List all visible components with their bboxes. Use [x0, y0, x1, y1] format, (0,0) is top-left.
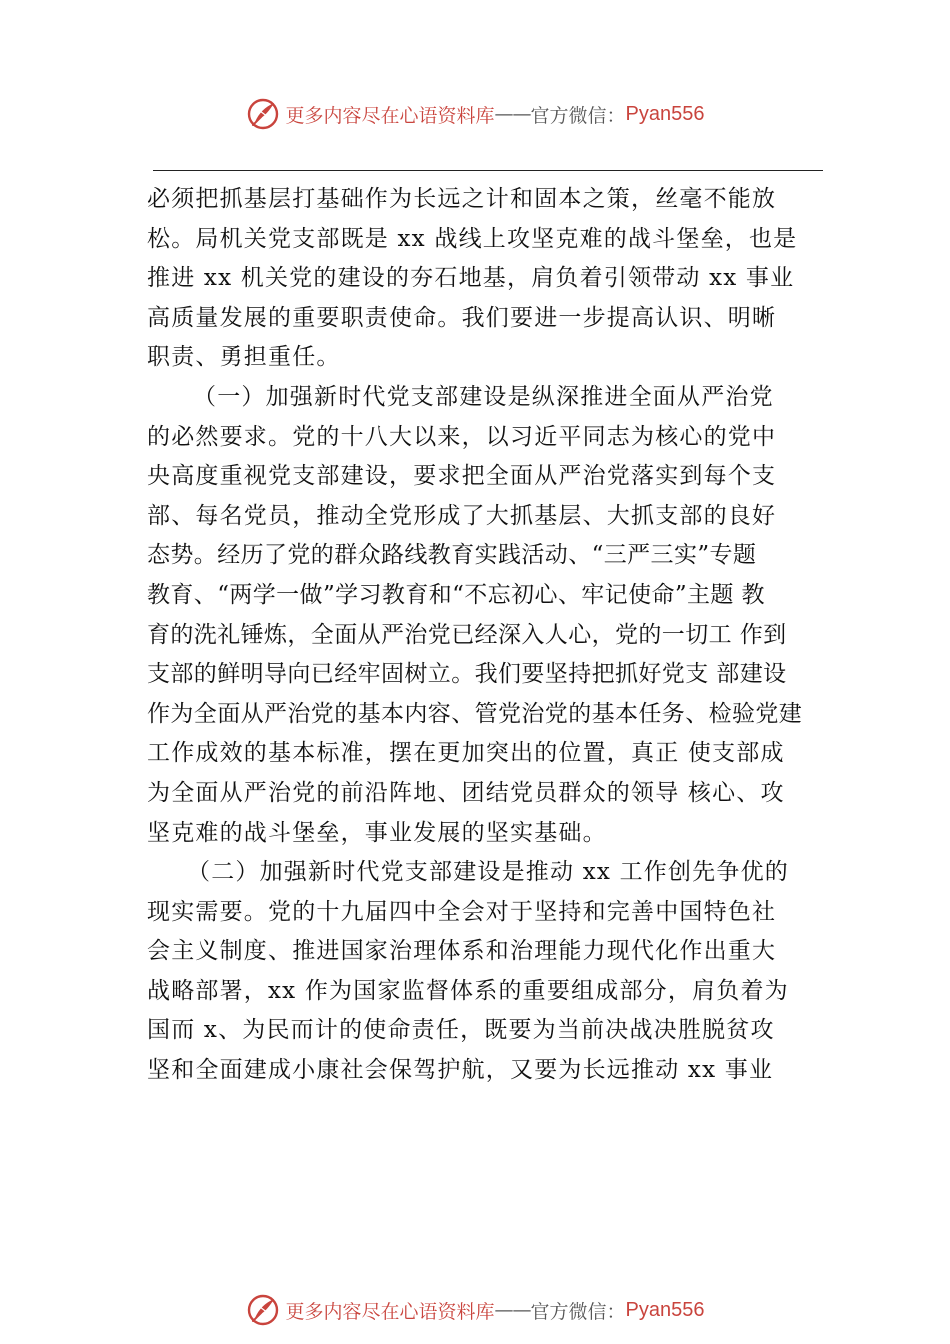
body-line: 坚和全面建成小康社会保驾护航，又要为长远推动 xx 事业 [147, 1057, 774, 1084]
section-heading-2: （二）加强新时代党支部建设是推动 xx 工作创先争优的 [187, 859, 789, 886]
quill-feather-logo-icon [246, 97, 280, 131]
body-line: 教育、“两学一做”学习教育和“不忘初心、牢记使命”主题 教 [147, 581, 765, 608]
body-line: 的必然要求。党的十八大以来，以习近平同志为核心的党中 [147, 423, 777, 450]
body-line: 坚克难的战斗堡垒，事业发展的坚实基础。 [147, 819, 607, 846]
header-site-text: 更多内容尽在心语资料库 [285, 104, 495, 127]
body-line: 战略部署，xx 作为国家监督体系的重要组成部分，肩负着为 [147, 977, 789, 1004]
header-wechat-id: Pyan556 [625, 102, 705, 125]
body-line: 央高度重视党支部建设，要求把全面从严治党落实到每个支 [147, 463, 777, 490]
header-banner [0, 94, 950, 134]
body-line: 高质量发展的重要职责使命。我们要进一步提高认识、明晰 [147, 304, 777, 331]
header-dash: —— [494, 103, 531, 125]
footer-dash: —— [494, 1299, 531, 1321]
body-line: 推进 xx 机关党的建设的夯石地基，肩负着引领带动 xx 事业 [147, 265, 795, 292]
body-line: 现实需要。党的十九届四中全会对于坚持和完善中国特色社 [147, 898, 777, 925]
footer-site-text: 更多内容尽在心语资料库 [285, 1300, 495, 1323]
body-line: 态势。经历了党的群众路线教育实践活动、“三严三实”专题 [147, 542, 757, 569]
document-body [147, 180, 837, 1091]
section-heading-1: （一）加强新时代党支部建设是纵深推进全面从严治党 [193, 383, 774, 410]
body-line: 职责、勇担重任。 [147, 344, 341, 371]
body-line: 作为全面从严治党的基本内容、管党治党的基本任务、检验党建 [147, 700, 803, 727]
header-wechat-label: 官方微信： [530, 104, 626, 127]
body-line: 支部的鲜明导向已经牢固树立。我们要坚持把抓好党支 部建设 [147, 661, 787, 688]
body-line: 育的洗礼锤炼，全面从严治党已经深入人心，党的一切工 作到 [147, 621, 787, 648]
footer-wechat-id: Pyan556 [625, 1298, 705, 1321]
body-line: 部、每名党员，推动全党形成了大抓基层、大抓支部的良好 [147, 502, 777, 529]
body-line: 工作成效的基本标准，摆在更加突出的位置，真正 使支部成 [147, 740, 785, 767]
body-line: 松。局机关党支部既是 xx 战线上攻坚克难的战斗堡垒，也是 [147, 225, 798, 252]
body-line: 会主义制度、推进国家治理体系和治理能力现代化作出重大 [147, 938, 777, 965]
quill-feather-logo-icon [246, 1293, 280, 1327]
footer-banner [0, 1290, 950, 1330]
footer-wechat-label: 官方微信： [530, 1300, 626, 1323]
body-line: 必须把抓基层打基础作为长远之计和固本之策，丝毫不能放 [147, 186, 777, 212]
header-divider [153, 170, 823, 171]
body-line: 为全面从严治党的前沿阵地、团结党员群众的领导 核心、攻 [147, 779, 785, 806]
body-line: 国而 x、为民而计的使命责任，既要为当前决战决胜脱贫攻 [147, 1017, 775, 1044]
